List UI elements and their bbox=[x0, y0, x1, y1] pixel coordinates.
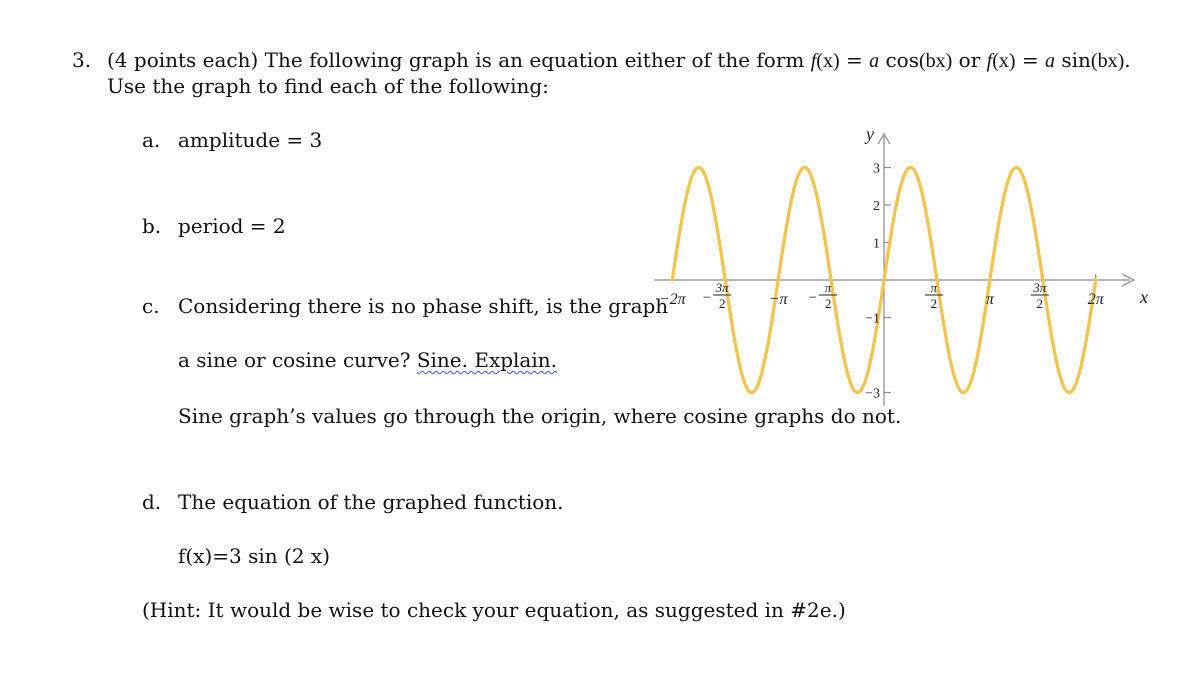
part-a-text: amplitude = 3 bbox=[178, 128, 323, 152]
hint-text: (Hint: It would be wise to check your equation, as suggested in #2e.) bbox=[142, 598, 846, 622]
y-tick-label: 3 bbox=[873, 161, 880, 177]
form-cosine: f(x) = a cos(bx) bbox=[810, 48, 953, 72]
or-word: or bbox=[952, 48, 987, 72]
x-tick-numerator: 3π bbox=[1033, 280, 1047, 295]
x-tick-denominator: 2 bbox=[824, 296, 832, 311]
x-tick-fraction bbox=[703, 280, 731, 311]
y-tick-label: −1 bbox=[865, 311, 880, 327]
graph-tick-labels bbox=[659, 128, 1148, 402]
part-d-text: The equation of the graphed function. bbox=[178, 490, 564, 514]
part-c-explanation: Sine graph’s values go through the origin, where cosine graphs do not. bbox=[178, 404, 902, 428]
graph-axes bbox=[654, 134, 1134, 406]
x-tick-minus: − bbox=[702, 290, 712, 306]
problem-number: 3. bbox=[72, 48, 92, 72]
x-tick-numerator: 3π bbox=[715, 280, 729, 295]
y-tick-label: 2 bbox=[873, 199, 880, 214]
x-tick-numerator: π bbox=[930, 280, 938, 295]
problem-intro: (4 points each) The following graph is an equation either of the form bbox=[107, 48, 805, 72]
x-tick-denominator: 2 bbox=[1036, 296, 1044, 311]
part-c-answer: Sine. Explain. bbox=[416, 348, 557, 372]
part-d-label: d. bbox=[142, 490, 162, 514]
y-tick-label: 1 bbox=[873, 236, 880, 252]
part-c-label: c. bbox=[142, 294, 160, 318]
y-axis-label: y bbox=[866, 128, 874, 144]
problem-intro-line: (4 points each) The following graph is an equation either of the form f(x) = a cos(bx) or f(x) = a sin(bx). bbox=[107, 48, 1131, 72]
x-tick-numerator: π bbox=[824, 280, 832, 295]
part-c-question: a sine or cosine curve? bbox=[178, 348, 417, 372]
part-c-text: Considering there is no phase shift, is the graph bbox=[178, 294, 669, 318]
y-tick-label: −3 bbox=[865, 386, 880, 402]
x-tick-label: −π bbox=[768, 291, 788, 308]
problem-line2: Use the graph to find each of the following: bbox=[107, 74, 549, 98]
form-sine: f(x) = a sin(bx) bbox=[986, 48, 1125, 72]
x-tick-label: −2π bbox=[658, 291, 686, 308]
sine-graph bbox=[650, 128, 1150, 418]
x-tick-denominator: 2 bbox=[930, 296, 938, 311]
x-tick-minus: − bbox=[808, 290, 818, 306]
x-tick-denominator: 2 bbox=[718, 296, 726, 311]
x-axis-label: x bbox=[1140, 287, 1148, 307]
part-c-line2 bbox=[178, 348, 557, 372]
part-d-answer: f(x)=3 sin (2 x) bbox=[178, 544, 330, 568]
part-b-label: b. bbox=[142, 214, 162, 238]
x-tick-label: 2π bbox=[1087, 291, 1104, 308]
x-tick-label: π bbox=[985, 291, 994, 308]
part-b-text: period = 2 bbox=[178, 214, 286, 238]
part-a-label: a. bbox=[142, 128, 161, 152]
